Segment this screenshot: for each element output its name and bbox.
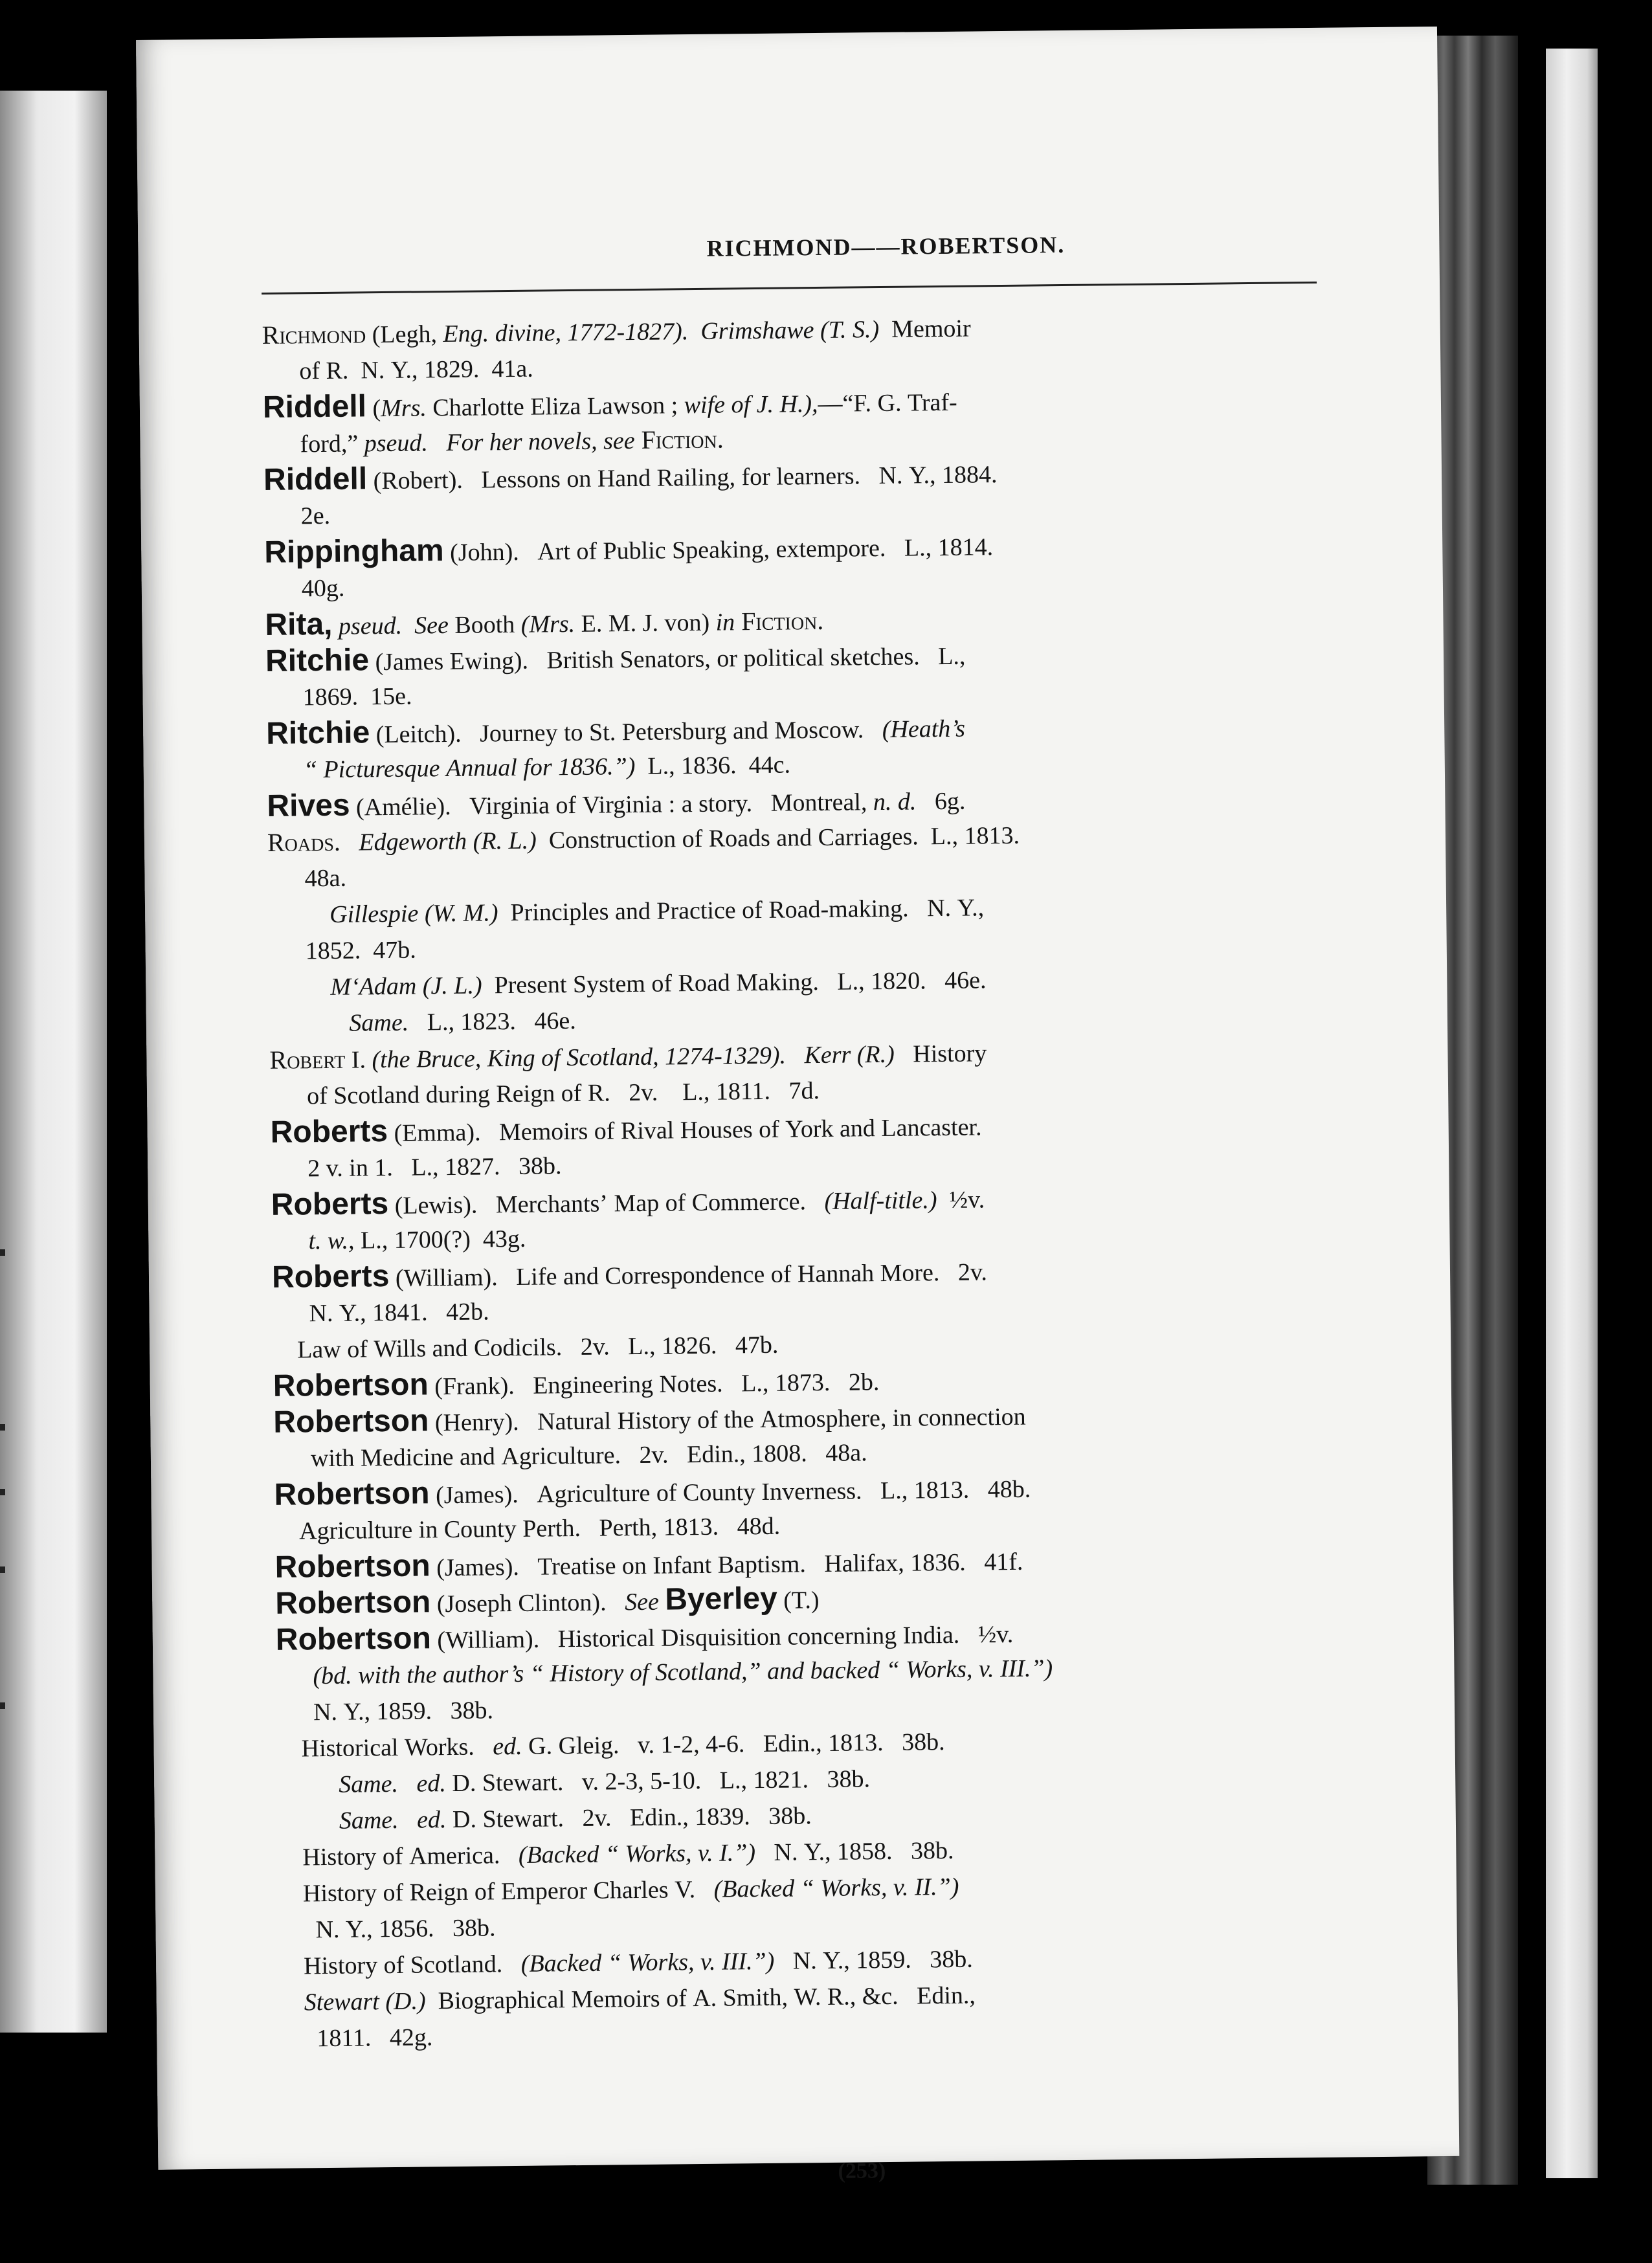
entry-segment: (Mrs. (520, 610, 575, 638)
entry-segment: (John). Art of Public Speaking, extempore. L., 1814. (443, 533, 994, 567)
entry-text (263, 421, 724, 463)
entry-segment: Roads. (267, 827, 341, 857)
entry-segment: (William). Historical Disquisition concerning India. ½v. (430, 1620, 1014, 1655)
book-page (136, 27, 1459, 2183)
entry-segment: (Backed “ Works, v. I.”) (518, 1839, 756, 1869)
entry-segment: (Frank). Engineering Notes. L., 1873. 2b. (428, 1368, 880, 1401)
entry-segment: (T.) (777, 1587, 820, 1614)
entry-segment: Memoir (878, 315, 971, 343)
entry-segment: (the Bruce, King of Scotland, 1274-1329). Kerr (R.) (372, 1040, 895, 1074)
entry-segment: (James). Treatise on Infant Baptism. Halifax, 1836. 41f. (430, 1548, 1023, 1582)
entry-segment: (Legh, (366, 320, 443, 349)
entry-segment: pseud. See (332, 611, 449, 640)
entry-segment: (Backed “ Works, v. III.”) (520, 1947, 775, 1978)
entry-segment: Biographical Memoirs of A. Smith, W. R., &c. Edin., (425, 1981, 976, 2015)
entry-segment: L., 1823. 46e. (408, 1007, 577, 1036)
entry-segment: Mrs. (380, 394, 427, 423)
entry-heading: Roberts (271, 1187, 389, 1222)
entry-heading: Ritchie (265, 643, 370, 678)
entry-segment: Law of Wills and Codicils. 2v. L., 1826. 47b. (272, 1331, 779, 1364)
entry-text (270, 1073, 820, 1115)
index-entries (262, 306, 1348, 2057)
entry-segment: Booth (448, 610, 522, 639)
entry-segment: N. Y., 1856. 38b. (278, 1914, 496, 1944)
entry-segment: ½v. (937, 1186, 985, 1214)
entry-text (272, 1293, 489, 1332)
entry-segment: wife of J. H.), (684, 390, 818, 419)
entry-heading: Robertson (274, 1476, 430, 1512)
entry-segment: 2e. (263, 502, 331, 530)
entry-text (271, 1221, 526, 1260)
entry-segment: Fiction. (734, 605, 824, 636)
entry-segment: (Henry). Natural History of the Atmosphere, in connection (429, 1403, 1026, 1437)
entry-segment: I. (345, 1046, 372, 1074)
entry-segment: L., 1836. 44c. (635, 751, 791, 780)
entry-segment: Gillespie (W. M.) (267, 899, 498, 929)
entry-text (267, 860, 346, 897)
entry-text (268, 932, 416, 970)
entry-heading: Rives (267, 788, 350, 823)
entry-heading: Robertson (275, 1621, 432, 1657)
entry-text (271, 1148, 562, 1187)
entry-segment: “ Picturesque Annual for 1836.”) (266, 752, 636, 784)
entry-segment: (Heath’s (882, 715, 966, 743)
entry-segment: Eng. divine, 1772-1827). Grimshawe (T. S.) (443, 316, 880, 348)
entry-text (274, 1508, 781, 1550)
entry-segment: Fiction. (634, 424, 724, 454)
entry-segment: Agriculture in County Perth. Perth, 1813. 48d. (274, 1512, 781, 1545)
entry-segment: of R. N. Y., 1829. 41a. (262, 355, 533, 385)
entry-segment: N. Y., 1859. 38b. (276, 1697, 494, 1726)
entry-heading: Ritchie (265, 715, 370, 751)
entry-segment: Principles and Practice of Road-making. N. Y., (498, 894, 985, 927)
entry-segment: ed. (493, 1732, 522, 1761)
entry-text (265, 678, 412, 716)
entry-heading: Roberts (271, 1259, 390, 1295)
entry-segment: Robert (269, 1044, 346, 1075)
entry-segment: 1811. 42g. (280, 2023, 433, 2053)
entry-segment: (James Ewing). British Senators, or political sketches. L., (368, 642, 966, 676)
entry-text (276, 1692, 494, 1731)
entry-segment (659, 1589, 665, 1616)
entry-segment: Stewart (D.) (279, 1987, 426, 2016)
entry-segment: ford,” (263, 430, 364, 458)
entry-heading: Riddell (262, 389, 367, 425)
entry-segment: E. M. J. von) (574, 608, 716, 638)
entry-segment: 1869. 15e. (265, 682, 412, 711)
entry-segment: n. d. (873, 788, 917, 816)
entry-segment: (Robert). Lessons on Hand Railing, for learners. N. Y., 1884. (366, 461, 998, 495)
entry-segment: —“F. G. Traf- (818, 388, 957, 418)
entry-segment: G. Gleig. v. 1-2, 4-6. Edin., 1813. 38b. (522, 1728, 945, 1760)
entry-segment: History of America. (278, 1841, 519, 1871)
entry-segment: 6g. (916, 787, 966, 816)
entry-segment: History of Scotland. (278, 1950, 522, 1980)
entry-segment: D. Stewart. 2v. Edin., 1839. 38b. (446, 1802, 812, 1834)
running-head: RICHMOND——ROBERTSON. (706, 231, 1066, 262)
entry-segment: (Lewis). Merchants’ Map of Commerce. (388, 1187, 825, 1220)
entry-segment: 1852. 47b. (268, 936, 416, 965)
entry-segment: (William). Life and Correspondence of Hannah More. 2v. (389, 1258, 988, 1293)
entry-segment: Same. (269, 1009, 409, 1038)
page-number: (253) (838, 2159, 886, 2183)
entry-text (267, 746, 791, 788)
entry-segment: (James). Agriculture of County Inverness. L., 1813. 48b. (429, 1475, 1031, 1510)
entry-segment: Same. ed. (277, 1806, 447, 1835)
entry-segment: 40g. (264, 574, 345, 603)
entry-heading: Rita, (265, 607, 333, 642)
entry-heading: Roberts (270, 1114, 388, 1150)
entry-segment: Same. ed. (277, 1770, 447, 1799)
entry-segment: 48a. (267, 864, 347, 893)
entry-heading: Rippingham (264, 533, 444, 570)
entry-segment: Edgeworth (R. L.) (340, 827, 537, 856)
entry-segment: ( (366, 395, 381, 423)
entry-text (280, 2019, 433, 2057)
entry-heading: Robertson (275, 1585, 431, 1621)
entry-text (278, 1798, 812, 1840)
entry-segment: Construction of Roads and Carriages. L., 1813. (536, 821, 1020, 854)
facing-page-edge (0, 91, 107, 2033)
entry-segment: 2 v. in 1. L., 1827. 38b. (271, 1152, 562, 1183)
entry-text (262, 351, 533, 390)
entry-segment: (Emma). Memoirs of Rival Houses of York and Lancaster. (387, 1113, 982, 1148)
entry-text (263, 498, 330, 535)
entry-text (265, 570, 345, 607)
entry-segment: (Leitch). Journey to St. Petersburg and Moscow. (370, 715, 883, 749)
entry-segment: M‘Adam (J. L.) (269, 972, 482, 1001)
entry-segment: (Joseph Clinton). (430, 1589, 625, 1618)
book-cover-edge (1546, 49, 1598, 2178)
entry-segment: L., 1700(?) 43g. (354, 1225, 526, 1254)
entry-text (278, 1910, 496, 1948)
entry-segment: N. Y., 1841. 42b. (272, 1298, 489, 1328)
entry-heading: Robertson (273, 1367, 429, 1403)
entry-segment: of Scotland during Reign of R. 2v. L., 1811. 7d. (269, 1077, 820, 1110)
entry-segment: D. Stewart. v. 2-3, 5-10. L., 1821. 38b. (445, 1765, 871, 1798)
entry-segment: N. Y., 1858. 38b. (755, 1836, 954, 1867)
entry-segment: (Half-title.) (824, 1187, 937, 1215)
entry-segment: (bd. with the author’s “ History of Scotland,” and backed “ Works, v. III.”) (276, 1655, 1053, 1690)
entry-segment: History (894, 1040, 987, 1068)
entry-heading: Robertson (273, 1403, 429, 1440)
entry-segment: pseud. For her novels, see (364, 427, 635, 458)
entry-text (274, 1434, 867, 1477)
entry-segment: t. w., (271, 1227, 355, 1255)
entry-text (269, 1003, 576, 1042)
entry-segment: Present System of Road Making. L., 1820. 46e. (482, 966, 987, 999)
entry-text (277, 1761, 870, 1803)
entry-segment: with Medicine and Agriculture. 2v. Edin., 1808. 48a. (273, 1439, 867, 1473)
entry-segment: (Backed “ Works, v. II.”) (713, 1873, 959, 1903)
entry-segment: in (715, 608, 735, 636)
entry-segment: Richmond (262, 319, 366, 350)
entry-heading: Riddell (263, 462, 368, 497)
entry-heading: Robertson (274, 1548, 430, 1585)
entry-segment: (Amélie). Virginia of Virginia : a story. Montreal, (350, 788, 874, 821)
entry-segment: See (624, 1588, 660, 1616)
entry-segment: Historical Works. (276, 1733, 493, 1763)
entry-segment: N. Y., 1859. 38b. (774, 1945, 973, 1975)
entry-segment: Charlotte Eliza Lawson ; (426, 392, 684, 422)
entry-heading: Byerley (665, 1581, 778, 1617)
header-rule (262, 282, 1317, 295)
entry-text (273, 1327, 779, 1368)
entry-segment: History of Reign of Emperor Charles V. (278, 1875, 714, 1908)
